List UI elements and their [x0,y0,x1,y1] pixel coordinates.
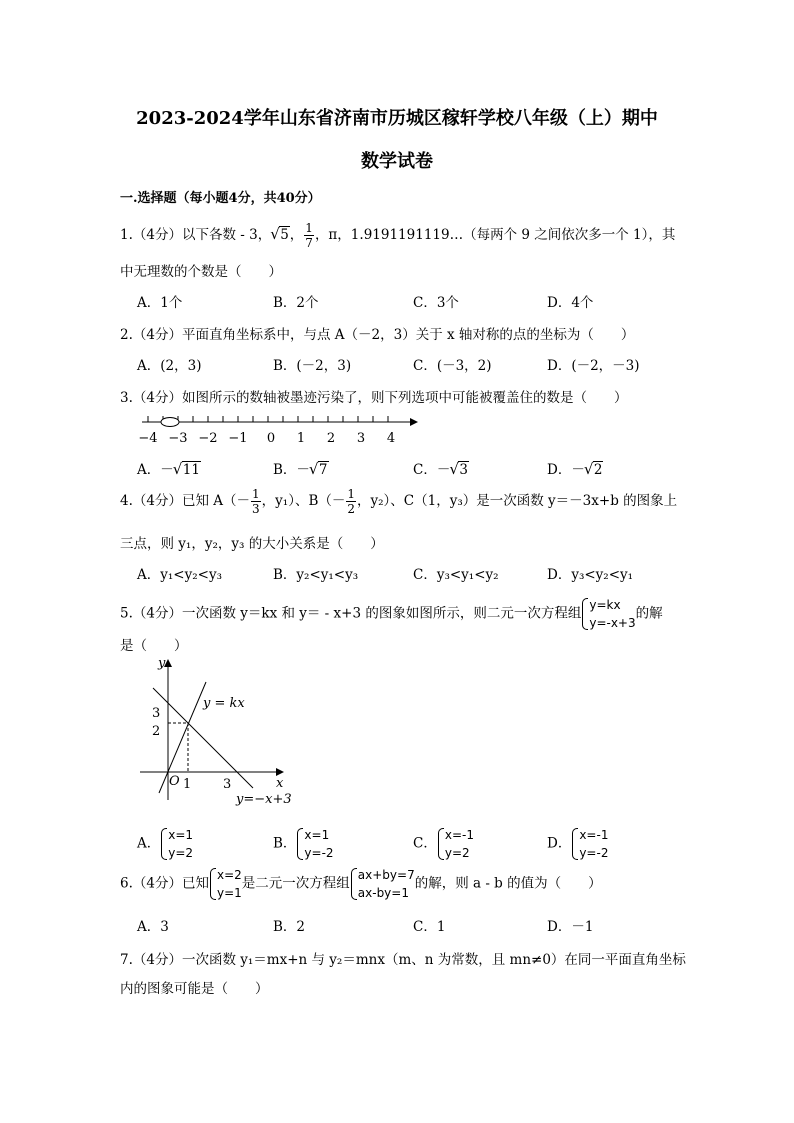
q4-option-d[interactable]: D．y₃<y₂<y₁ [547,567,634,583]
svg-text:y: y [158,656,166,671]
q3-option-b[interactable]: B．－√ 7 [273,458,329,478]
q6-option-d[interactable]: D．－1 [547,919,594,935]
q3-option-a[interactable]: A．－√ 11 [137,458,201,478]
q6-option-a[interactable]: A．3 [137,919,169,935]
q3-option-d[interactable]: D．－√ 2 [547,458,603,478]
q1-option-d[interactable]: D．4个 [547,295,594,311]
tick-label: 0 [266,431,276,446]
svg-text:y=−x+3: y=−x+3 [236,792,292,807]
question-7-line2: 内的图象可能是（ ） [120,981,269,997]
q1-option-a[interactable]: A．1个 [137,295,183,311]
question-2: 2.（4分）平面直角坐标系中，与点 A（－2，3）关于 x 轴对称的点的坐标为（ ） [120,327,635,343]
svg-text:x: x [276,776,284,791]
q3-option-c[interactable]: C．－√ 3 [413,458,469,478]
tick-label: −4 [138,431,158,446]
number-line-figure [138,412,418,448]
arrow-icon [410,418,418,426]
q6-option-b[interactable]: B．2 [273,919,306,935]
x-arrow-icon [276,768,284,776]
q5-option-d[interactable]: D． x=-1 y=-2 [547,828,609,860]
question-1-line2: 中无理数的个数是（ ） [120,264,282,280]
section-heading: 一.选择题（每小题4分，共40分） [120,191,321,206]
question-4: 4.（4分）已知 A（－ $\frac{1}{3}$ ，y₁）、B（－ $\frac{1}{2}$ ，y₂）、C（1，y₃）是一次函数 y＝－3x+b 的图象上 [120,487,678,516]
q5-option-a[interactable]: A． x=1 y=2 [137,828,194,860]
tick-marks [148,416,388,422]
tick-label: 2 [326,431,336,446]
q2-option-d[interactable]: D．(－2，－3) [547,358,640,374]
question-7: 7.（4分）一次函数 y₁＝mx+n 与 y₂＝mnx（m、n 为常数，且 mn≠0）在同一平面直角坐标 [120,952,686,968]
question-6: 6.（4分）已知 x=2 y=1 是二元一次方程组 ax+by=7 ax-by=1 的解，则 a - b 的值为（ ） [120,868,602,900]
question-1: 1.（4分）以下各数 - 3，√ 5， $\frac{1}{7}$ ，π，1.9191191119…（每两个 9 之间依次多一个 1），其 [120,222,675,249]
q1-option-b[interactable]: B．2个 [273,295,319,311]
svg-text:1: 1 [183,777,192,792]
q4-option-b[interactable]: B．y₂<y₁<y₃ [273,567,359,583]
svg-text:O: O [169,774,180,789]
page-subtitle: 数学试卷 [361,151,433,172]
q2-option-c[interactable]: C．(－3，2) [413,358,492,374]
ink-blot [161,418,179,427]
q5-option-c[interactable]: C． x=-1 y=2 [413,828,474,860]
page-title: 2023-2024学年山东省济南市历城区稼轩学校八年级（上）期中 [136,108,658,129]
svg-text:3: 3 [152,706,161,721]
tick-label: −3 [168,431,188,446]
q4-option-a[interactable]: A．y₁<y₂<y₃ [137,567,222,583]
q5-option-b[interactable]: B． x=1 y=-2 [273,828,334,860]
question-5: 5.（4分）一次函数 y＝kx 和 y＝ - x+3 的图象如图所示，则二元一次方程组 y=kx y=-x+3 的解 [120,598,663,630]
q2-option-a[interactable]: A．(2，3) [137,358,202,374]
svg-text:y = kx: y = kx [203,696,245,711]
equation-system: y=kx y=-x+3 [581,596,635,632]
question-4-line2: 三点，则 y₁，y₂，y₃ 的大小关系是（ ） [120,536,384,552]
sqrt-symbol: √ 5 [271,227,290,243]
tick-label: −2 [198,431,218,446]
tick-label: −1 [228,431,248,446]
svg-text:3: 3 [223,777,232,792]
question-3: 3.（4分）如图所示的数轴被墨迹污染了，则下列选项中可能被覆盖住的数是（ ） [120,390,628,406]
fraction: $\frac{1}{7}$ [305,221,313,250]
tick-label: 4 [386,431,396,446]
q1-option-c[interactable]: C．3个 [413,295,459,311]
tick-label: 3 [356,431,366,446]
tick-label: 1 [296,431,306,446]
q4-option-c[interactable]: C．y₃<y₁<y₂ [413,567,499,583]
q2-option-b[interactable]: B．(－2，3) [273,358,352,374]
svg-text:2: 2 [152,724,161,739]
q6-option-c[interactable]: C．1 [413,919,446,935]
function-graph [138,655,313,810]
question-5-line2: 是（ ） [120,638,188,654]
